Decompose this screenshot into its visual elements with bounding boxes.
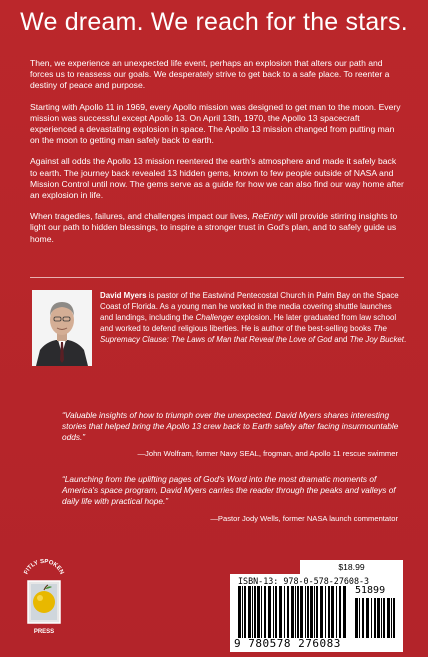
- ean-digits: 9 780578 276083: [234, 637, 341, 650]
- blurb-paragraph-2: Starting with Apollo 11 in 1969, every Apollo mission was designed to get man to the moon. Every mission was successful except Apollo 13. On April 13th, 1970, the Apollo 13 spacecraft experienced a devastating explosion in space. The Apollo 13 mission changed from putting man on the moon to getting man safely back to earth.: [30, 101, 401, 146]
- barcode-bar: [362, 598, 364, 638]
- barcode-bar: [314, 586, 315, 638]
- barcode-bar: [275, 586, 277, 638]
- endorsement-quote-2: “Launching from the uplifting pages of God's Word into the most dramatic moments of America's space program, David Myers carries the reader through the peaks and valleys of daily life with practical hope.”: [62, 474, 396, 507]
- barcode-bar: [261, 586, 262, 638]
- barcode-bar: [331, 586, 334, 638]
- barcode-bar: [366, 598, 369, 638]
- price-addon-number: 51899: [355, 585, 386, 596]
- barcode-bar: [305, 586, 306, 638]
- barcode-bar: [343, 586, 346, 638]
- barcode-bar: [254, 586, 256, 638]
- book-title-supremacy-clause: The Supremacy Clause: The Laws of Man that Reveal the Love of God: [100, 324, 387, 344]
- barcode-bar: [252, 586, 253, 638]
- barcode-bar: [377, 598, 380, 638]
- blurb-paragraph-1: Then, we experience an unexpected life event, perhaps an explosion that alters our path and forces us to reassess our goals. We desperately strive to get back to a safe place. To reenter a destiny of peace and purpose.: [30, 58, 390, 91]
- closing-text-after: will provide stirring insights to light our path to hidden blessings, to inspire a stronger trust in God's plan, and to safely guide us home.: [30, 211, 398, 244]
- barcode-bar: [325, 586, 326, 638]
- barcode-bar: [284, 586, 285, 638]
- barcode-bar: [339, 586, 341, 638]
- barcode-bar: [273, 586, 274, 638]
- author-name: David Myers: [100, 291, 147, 300]
- barcode-bar: [295, 586, 296, 638]
- author-bio: [100, 290, 407, 345]
- barcode-bar: [307, 586, 309, 638]
- barcode-bar: [383, 598, 385, 638]
- barcode-bar: [316, 586, 318, 638]
- barcode-bar: [257, 586, 260, 638]
- barcode-bar: [297, 586, 299, 638]
- barcode-bar: [238, 586, 241, 638]
- barcode-bar: [300, 586, 303, 638]
- barcode-bar: [393, 598, 395, 638]
- barcode-panel: [230, 574, 403, 652]
- barcode-bar: [355, 598, 358, 638]
- blurb: [30, 58, 405, 255]
- author-bio-part: is pastor of the Eastwind Pentecostal Church in Palm Bay on the Space Coast of Florida. As a young man he worked in the media covering shuttle launches and landings, including the: [100, 291, 399, 322]
- publisher-logo: [20, 559, 68, 641]
- endorsement-quote-1: “Valuable insights of how to triumph over the unexpected. David Myers shares interesting stories that helped bring the Apollo 13 crew back to Earth safely after facing insurmountable odds.”: [62, 410, 399, 443]
- divider-line: [30, 277, 404, 278]
- barcode-bar: [291, 586, 294, 638]
- challenger-name: Challenger: [195, 313, 234, 322]
- barcode-bar: [391, 598, 392, 638]
- headline: We dream. We reach for the stars.: [20, 8, 408, 36]
- author-bio-part: and: [332, 335, 350, 344]
- book-title-reentry: ReEntry: [252, 211, 284, 222]
- barcode-bar: [248, 586, 251, 638]
- barcode-bar: [279, 586, 282, 638]
- blurb-paragraph-3: Against all odds the Apollo 13 mission reentered the earth's atmosphere and made it safely back to earth. The journey back revealed 13 hidden gems, known to few people outside of NASA and Mission Control until now. The gems serve as a guide for how we can also find our way home after an explosion in life.: [30, 156, 404, 201]
- ean-barcode: [238, 586, 350, 638]
- barcode-bar: [287, 586, 289, 638]
- closing-text-before: When tragedies, failures, and challenges impact our lives,: [30, 211, 253, 222]
- endorsement-attribution-1: —John Wolfram, former Navy SEAL, frogman, and Apollo 11 rescue swimmer: [137, 449, 398, 458]
- blurb-paragraph-4: [30, 211, 405, 245]
- publisher-line2: PRESS: [33, 629, 55, 635]
- author-bio-part: explosion. He later graduated from law school and worked to defend religious liberties. He is author of the best-selling books: [100, 313, 397, 333]
- author-bio-part: .: [403, 335, 407, 344]
- barcode-bar: [328, 586, 330, 638]
- endorsement-attribution-2: —Pastor Jody Wells, former NASA launch commentator: [210, 514, 398, 523]
- barcode-bar: [336, 586, 337, 638]
- barcode-bar: [387, 598, 390, 638]
- barcode-bar: [264, 586, 266, 638]
- barcode-bar: [359, 598, 360, 638]
- publisher-line1: FITLY SPOKEN: [23, 559, 65, 576]
- barcode-bar: [374, 598, 376, 638]
- author-photo: [32, 290, 92, 366]
- barcode-bar: [242, 586, 243, 638]
- barcode-bar: [244, 586, 246, 638]
- barcode-bar: [320, 586, 323, 638]
- price-label: $18.99: [300, 560, 403, 574]
- barcode-bar: [371, 598, 372, 638]
- barcode-bar: [310, 586, 313, 638]
- book-title-joy-bucket: The Joy Bucket: [349, 335, 404, 344]
- barcode-bar: [381, 598, 382, 638]
- barcode-bar: [268, 586, 271, 638]
- addon-barcode: [355, 598, 397, 638]
- isbn-label: ISBN-13: 978-0-578-27608-3: [238, 576, 370, 586]
